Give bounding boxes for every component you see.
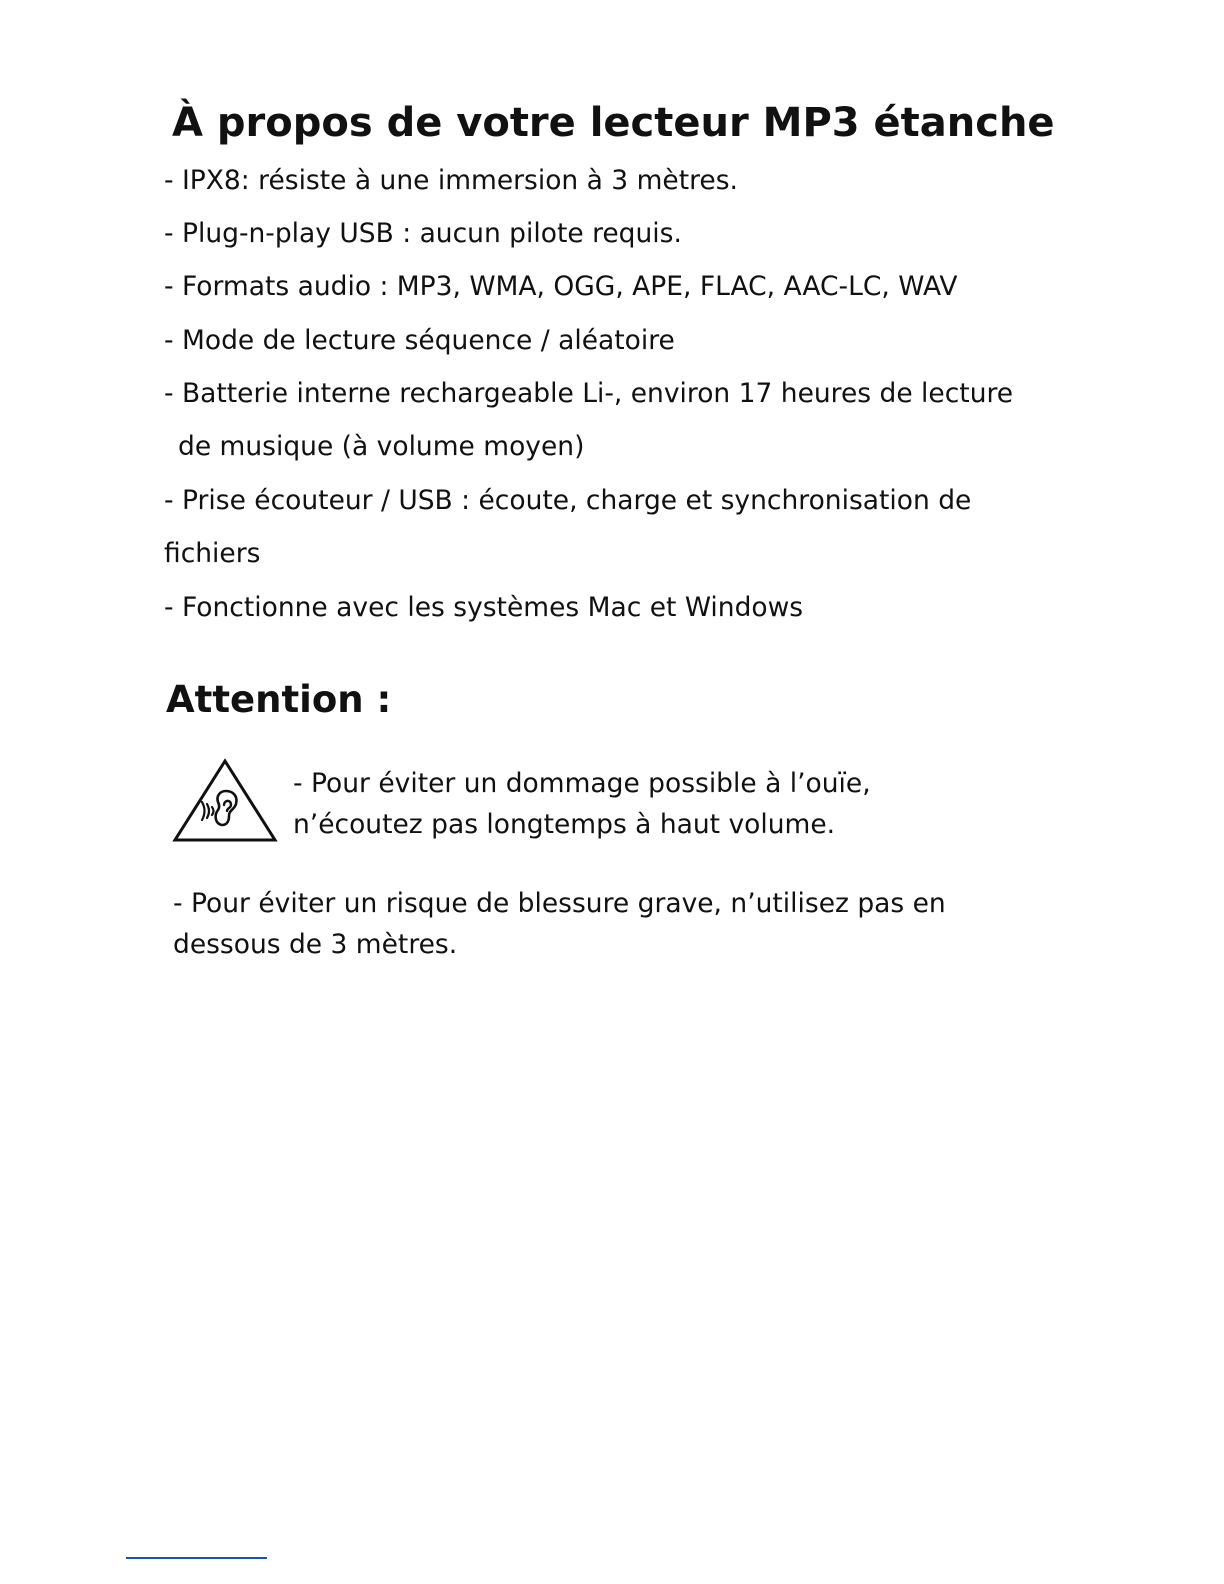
feature-earphone-usb-continued: fichiers	[164, 538, 261, 569]
attention-heading: Attention :	[166, 678, 392, 721]
depth-warning-line-2: dessous de 3 mètres.	[173, 929, 458, 960]
feature-play-mode: - Mode de lecture séquence / aléatoire	[164, 325, 675, 356]
hearing-warning-line-2: n’écoutez pas longtemps à haut volume.	[293, 809, 836, 840]
page-title: À propos de votre lecteur MP3 étanche	[172, 100, 1055, 146]
feature-battery-continued: de musique (à volume moyen)	[178, 431, 585, 462]
feature-audio-formats: - Formats audio : MP3, WMA, OGG, APE, FLAC, AAC-LC, WAV	[164, 271, 958, 302]
hearing-warning-line-1: - Pour éviter un dommage possible à l’ouïe,	[293, 768, 871, 799]
footer-rule	[126, 1557, 267, 1559]
hearing-warning-icon	[172, 758, 278, 844]
depth-warning-line-1: - Pour éviter un risque de blessure grave, n’utilisez pas en	[173, 888, 946, 919]
feature-ipx8: - IPX8: résiste à une immersion à 3 mètres.	[164, 165, 738, 196]
feature-battery: - Batterie interne rechargeable Li-, environ 17 heures de lecture	[164, 378, 1014, 409]
feature-compatibility: - Fonctionne avec les systèmes Mac et Windows	[164, 592, 804, 623]
feature-earphone-usb: - Prise écouteur / USB : écoute, charge et synchronisation de	[164, 485, 972, 516]
feature-plug-and-play: - Plug-n-play USB : aucun pilote requis.	[164, 218, 682, 249]
